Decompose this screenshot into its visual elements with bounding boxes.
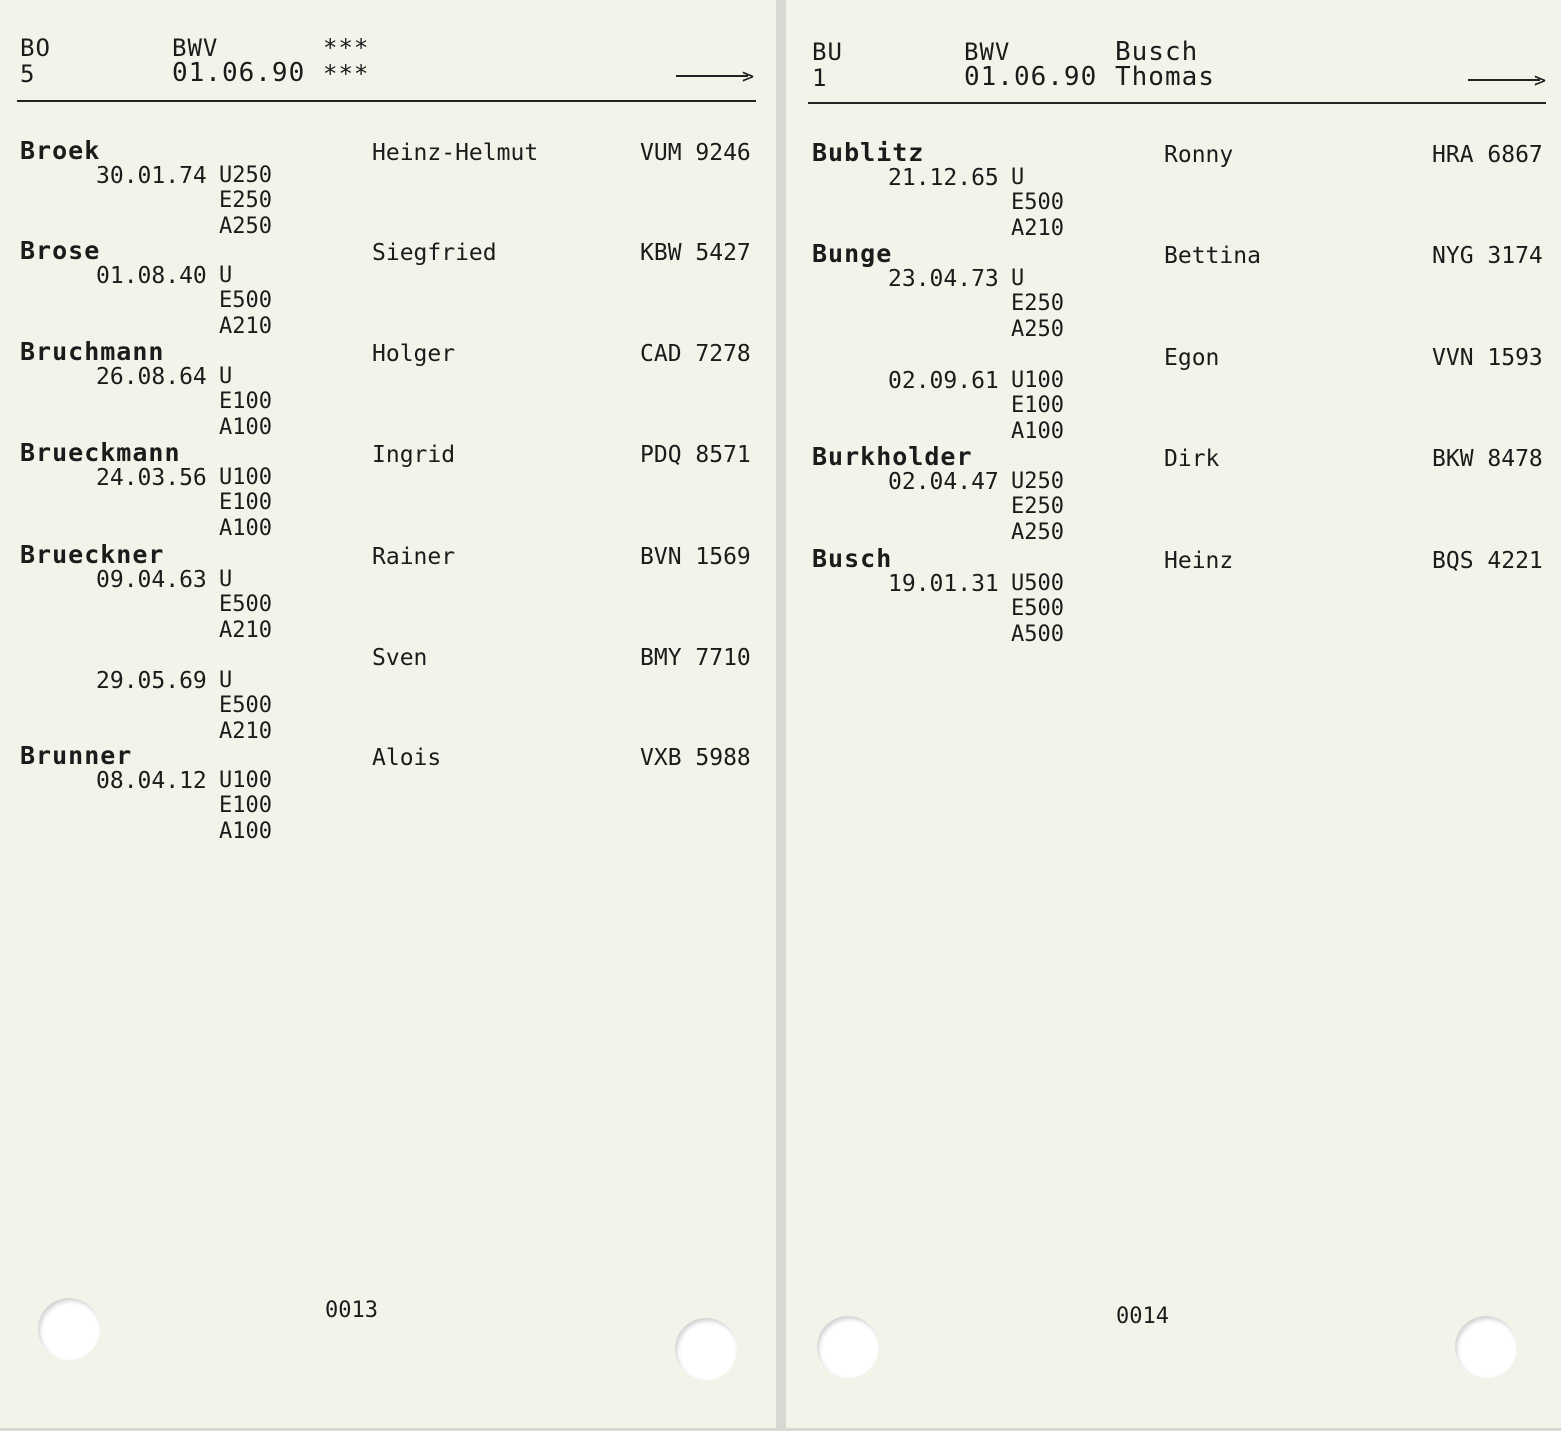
header-rule xyxy=(808,102,1546,104)
entry-date: 29.05.69 xyxy=(96,668,207,694)
header-agency: BWV xyxy=(172,34,219,62)
entry-code: A250 xyxy=(1011,317,1064,342)
entry-code: A100 xyxy=(219,819,272,844)
entry-firstname: Bettina xyxy=(1164,243,1261,269)
entry-surname: Busch xyxy=(812,544,893,573)
entry-code: U100 xyxy=(219,465,272,490)
ledger-page-left xyxy=(0,0,776,1428)
arrow-right-icon xyxy=(1468,79,1540,81)
entry-firstname: Rainer xyxy=(372,544,456,570)
entry-code: E250 xyxy=(1011,291,1064,316)
header-date: 01.06.90 xyxy=(172,58,306,88)
entry-code: U500 xyxy=(1011,571,1064,596)
entry-date: 26.08.64 xyxy=(96,364,207,390)
entry-code: E500 xyxy=(1011,596,1064,621)
arrow-head-icon: > xyxy=(742,64,755,88)
ledger-page-right xyxy=(786,0,1561,1428)
entry-code: A210 xyxy=(219,719,272,744)
entry-surname: Brose xyxy=(20,236,101,265)
entry-plate: CAD 7278 xyxy=(640,341,751,367)
entry-code: U xyxy=(1011,165,1025,190)
page-number: 0014 xyxy=(1116,1304,1169,1329)
entry-code: U100 xyxy=(1011,368,1064,393)
header-date: 01.06.90 xyxy=(964,62,1098,92)
entry-code: E500 xyxy=(219,693,272,718)
entry-surname: Brunner xyxy=(20,741,133,770)
entry-code: U xyxy=(1011,266,1025,291)
entry-surname: Brueckner xyxy=(20,540,165,569)
entry-code: U xyxy=(219,668,233,693)
entry-date: 19.01.31 xyxy=(888,571,999,597)
header-agency: BWV xyxy=(964,38,1011,66)
punch-hole xyxy=(1455,1316,1517,1378)
header-code-bottom: 1 xyxy=(812,64,828,92)
entry-date: 23.04.73 xyxy=(888,266,999,292)
entry-surname: Bublitz xyxy=(812,138,925,167)
entry-plate: BKW 8478 xyxy=(1432,446,1543,472)
entry-plate: VXB 5988 xyxy=(640,745,751,771)
entry-code: A500 xyxy=(1011,622,1064,647)
header-name-bottom: Thomas xyxy=(1115,62,1215,92)
entry-surname: Brueckmann xyxy=(20,438,181,467)
entry-code: A210 xyxy=(219,618,272,643)
entry-plate: HRA 6867 xyxy=(1432,142,1543,168)
entry-firstname: Siegfried xyxy=(372,240,497,266)
entry-plate: PDQ 8571 xyxy=(640,442,751,468)
header-rule xyxy=(17,100,756,102)
entry-code: A100 xyxy=(219,415,272,440)
entry-firstname: Dirk xyxy=(1164,446,1220,472)
entry-code: U xyxy=(219,364,233,389)
entry-date: 02.09.61 xyxy=(888,368,999,394)
entry-code: U250 xyxy=(219,163,272,188)
entry-code: A100 xyxy=(219,516,272,541)
entry-firstname: Ingrid xyxy=(372,442,456,468)
entry-date: 02.04.47 xyxy=(888,469,999,495)
entry-date: 21.12.65 xyxy=(888,165,999,191)
entry-code: E100 xyxy=(219,793,272,818)
entry-code: A250 xyxy=(1011,520,1064,545)
entry-code: U100 xyxy=(219,768,272,793)
entry-surname: Bruchmann xyxy=(20,337,165,366)
header-code-top: BO xyxy=(20,34,51,62)
entry-plate: BVN 1569 xyxy=(640,544,751,570)
entry-firstname: Egon xyxy=(1164,345,1220,371)
entry-plate: BMY 7710 xyxy=(640,645,751,671)
header-name-bottom: *** xyxy=(323,60,370,88)
entry-plate: VVN 1593 xyxy=(1432,345,1543,371)
entry-firstname: Holger xyxy=(372,341,456,367)
entry-date: 01.08.40 xyxy=(96,263,207,289)
entry-code: U250 xyxy=(1011,469,1064,494)
entry-surname: Broek xyxy=(20,136,101,165)
entry-code: U xyxy=(219,567,233,592)
entry-code: A210 xyxy=(219,314,272,339)
entry-code: E500 xyxy=(219,288,272,313)
arrow-head-icon: > xyxy=(1534,68,1547,92)
entry-code: E250 xyxy=(1011,494,1064,519)
header-code-bottom: 5 xyxy=(20,60,36,88)
entry-date: 30.01.74 xyxy=(96,163,207,189)
entry-firstname: Heinz-Helmut xyxy=(372,140,539,166)
entry-plate: NYG 3174 xyxy=(1432,243,1543,269)
entry-firstname: Sven xyxy=(372,645,428,671)
entry-date: 09.04.63 xyxy=(96,567,207,593)
entry-code: U xyxy=(219,263,233,288)
entry-surname: Burkholder xyxy=(812,442,973,471)
entry-code: E500 xyxy=(1011,190,1064,215)
entry-code: E250 xyxy=(219,188,272,213)
entry-code: A210 xyxy=(1011,216,1064,241)
punch-hole xyxy=(817,1316,879,1378)
header-name-top: *** xyxy=(323,34,370,62)
entry-surname: Bunge xyxy=(812,239,893,268)
entry-code: E100 xyxy=(1011,393,1064,418)
entry-code: E100 xyxy=(219,490,272,515)
entry-plate: BQS 4221 xyxy=(1432,548,1543,574)
entry-firstname: Ronny xyxy=(1164,142,1234,168)
entry-date: 08.04.12 xyxy=(96,768,207,794)
page-number: 0013 xyxy=(325,1298,378,1323)
arrow-right-icon xyxy=(676,75,748,77)
entry-firstname: Heinz xyxy=(1164,548,1234,574)
entry-plate: VUM 9246 xyxy=(640,140,751,166)
entry-code: E500 xyxy=(219,592,272,617)
punch-hole xyxy=(38,1298,100,1360)
entry-code: A250 xyxy=(219,214,272,239)
entry-firstname: Alois xyxy=(372,745,442,771)
punch-hole xyxy=(675,1318,737,1380)
header-code-top: BU xyxy=(812,38,843,66)
entry-date: 24.03.56 xyxy=(96,465,207,491)
entry-code: E100 xyxy=(219,389,272,414)
header-name-top: Busch xyxy=(1115,37,1199,67)
entry-plate: KBW 5427 xyxy=(640,240,751,266)
entry-code: A100 xyxy=(1011,419,1064,444)
